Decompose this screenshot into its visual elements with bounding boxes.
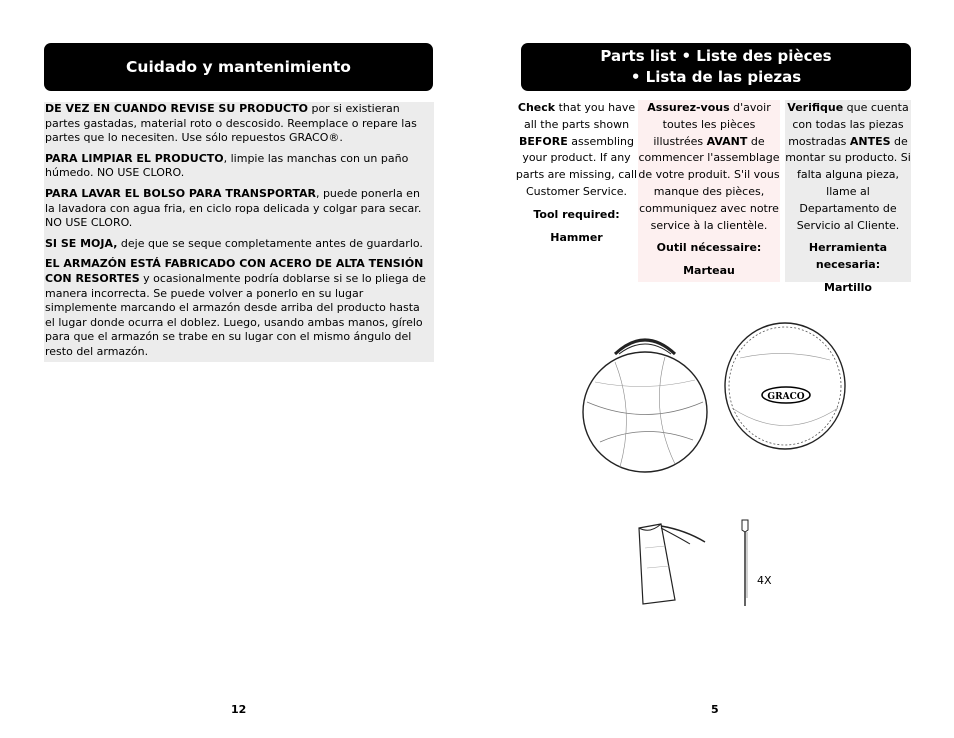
emphasis-text: Assurez-vous xyxy=(647,101,730,114)
parts-instructions-fr xyxy=(638,100,780,234)
care-title: Cuidado y mantenimiento xyxy=(126,58,351,76)
care-item-wet xyxy=(45,237,430,252)
care-item-clean xyxy=(45,152,430,181)
emphasis-text: ANTES xyxy=(849,134,891,148)
tool-name-fr: Marteau xyxy=(683,264,735,278)
tool-required-label-en: Tool required: xyxy=(533,207,620,221)
parts-column-french xyxy=(638,100,780,282)
graco-logo: GRACO xyxy=(767,392,805,402)
emphasis-text: Verifique xyxy=(787,101,844,114)
tool-name-es: Martillo xyxy=(824,280,872,294)
body-text: de commencer l'assemblage de votre produit. S'il vous manque des pièces, communiquez avec notre service à la clientèle. xyxy=(638,134,780,232)
care-item-text: deje que se seque completamente antes de guardarlo. xyxy=(117,236,423,250)
body-text: that you have all the parts shown xyxy=(523,101,636,131)
tool-required-label-es: Herramienta necesaria: xyxy=(808,241,888,272)
body-text: de montar su producto. Si falta alguna pieza, llame al Departamento de Servicio al Cliente. xyxy=(785,134,911,232)
body-text: d'avoir toutes les pièces illustrées xyxy=(653,101,771,148)
parts-instructions-en xyxy=(515,100,638,201)
care-item-text: por si existieran partes gastadas, material roto o descosido. Reemplace o repare las partes que lo necesiten. Use sólo repuestos GRACO®. xyxy=(45,102,417,145)
care-item-lead: DE VEZ EN CUANDO REVISE SU PRODUCTO xyxy=(45,102,308,115)
emphasis-text: AVANT xyxy=(706,134,748,148)
care-item-lead: EL ARMAZÓN ESTÁ FABRICADO CON ACERO DE ALTA TENSIÓN CON RESORTES xyxy=(45,257,424,285)
care-item-lead: PARA LAVAR EL BOLSO PARA TRANSPORTAR xyxy=(45,186,316,200)
carry-bag-illustration xyxy=(635,518,710,608)
care-instructions xyxy=(44,102,434,362)
parts-title-line1: Parts list • Liste des pièces xyxy=(600,47,832,65)
care-item-lead: PARA LIMPIAR EL PRODUCTO xyxy=(45,151,224,165)
care-item-text: , limpie las manchas con un paño húmedo. NO USE CLORO. xyxy=(45,151,409,180)
emphasis-text: BEFORE xyxy=(519,134,568,148)
tool-name-en: Hammer xyxy=(550,230,603,244)
care-item-text: , puede ponerla en la lavadora con agua fria, en ciclo ropa delicada y colgar para secar. NO USE CLORO. xyxy=(45,186,422,230)
parts-title-line2: • Lista de las piezas xyxy=(630,68,802,86)
page-number-right: 5 xyxy=(711,703,719,716)
folded-tent-illustration xyxy=(575,332,715,477)
care-item-wash-bag xyxy=(45,187,430,231)
care-item-frame xyxy=(45,257,430,359)
parts-column-english xyxy=(515,100,638,282)
care-item-lead: SI SE MOJA, xyxy=(45,236,118,250)
parts-instructions-es xyxy=(785,100,911,234)
parts-list-header xyxy=(521,43,911,91)
stake-illustration xyxy=(736,518,756,610)
care-item-inspect xyxy=(45,102,430,146)
body-text: que cuenta con todas las piezas mostradas xyxy=(788,101,909,148)
page-number-left: 12 xyxy=(231,703,247,716)
parts-column-spanish xyxy=(785,100,911,294)
tool-required-label-fr: Outil nécessaire: xyxy=(656,241,762,255)
care-item-text: y ocasionalmente podría doblarse si se lo pliega de manera incorrecta. Se puede volver a ponerlo en su lugar simplemente marcando el armazón desde arriba del producto hasta el lugar donde ocurra el doblez. Luego, usando ambas manos, gírelo para que el armazón se trabe en su lugar con el mismo ángulo del resto del armazón. xyxy=(45,271,426,358)
body-text: assembling your product. If any parts are missing, call Customer Service. xyxy=(515,134,638,198)
care-section-header xyxy=(44,43,433,91)
emphasis-text: Check xyxy=(517,101,556,114)
tent-with-logo-illustration xyxy=(720,318,850,458)
stake-quantity: 4X xyxy=(757,574,772,587)
